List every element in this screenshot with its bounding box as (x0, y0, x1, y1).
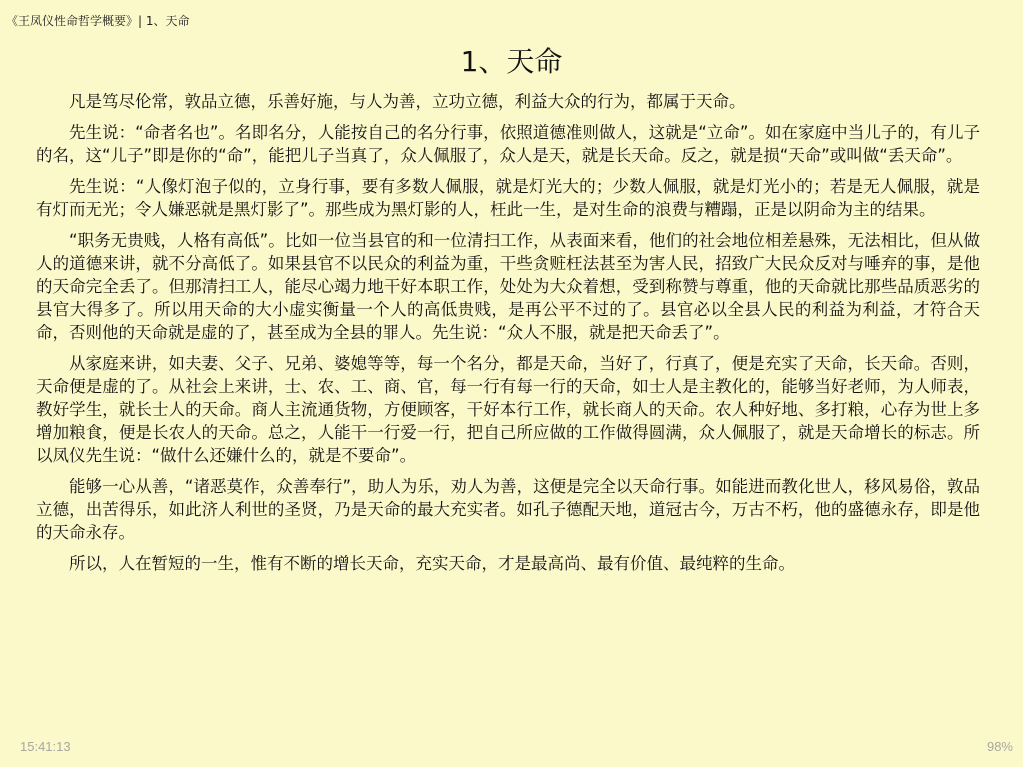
paragraph: 从家庭来讲，如夫妻、父子、兄弟、婆媳等等，每一个名分，都是天命，当好了，行真了，便是充实了天命，长天命。否则，天命便是虚的了。从社会上来讲，士、农、工、商、官，每一行有每一行的天命，如士人是主教化的，能够当好老师，为人师表，教好学生，就长士人的天命。商人主流通货物，方便顾客，干好本行工作，就长商人的天命。农人种好地、多打粮，心存为世上多增加粮食，便是长农人的天命。总之，人能干一行爱一行，把自己所应做的工作做得圆满，众人佩服了，就是天命增长的标志。所以凤仪先生说：“做什么还嫌什么的，就是不要命”。 (36, 354, 980, 465)
paragraph: 先生说：“人像灯泡子似的，立身行事，要有多数人佩服，就是灯光大的；少数人佩服，就是灯光小的；若是无人佩服，就是有灯而无光；令人嫌恶就是黑灯影了”。那些成为黑灯影的人，枉此一生，是对生命的浪费与糟蹋，正是以阴命为主的结果。 (36, 177, 980, 219)
paragraph: 凡是笃尽伦常，敦品立德，乐善好施，与人为善，立功立德，利益大众的行为，都属于天命。 (69, 92, 746, 111)
clock-time: 15:41:13 (20, 739, 71, 754)
reading-progress: 98% (986, 739, 1013, 754)
reading-content[interactable] (36, 90, 980, 583)
running-header: 《王凤仪性命哲学概要》| 1、天命 (6, 14, 190, 28)
paragraph: “职务无贵贱，人格有高低”。比如一位当县官的和一位清扫工作，从表面来看，他们的社会地位相差悬殊，无法相比，但从做人的道德来讲，就不分高低了。如果县官不以民众的利益为重，干些贪赃枉法甚至为害人民，招致广大民众反对与唾弃的事，是他的天命完全丢了。但那清扫工人，能尽心竭力地干好本职工作，处处为大众着想，受到称赞与尊重，他的天命就比那些品质恶劣的县官大得多了。所以用天命的大小虚实衡量一个人的高低贵贱，是再公平不过的了。县官必以全县人民的利益为利益，才符合天命，否则他的天命就是虚的了，甚至成为全县的罪人。先生说：“众人不服，就是把天命丢了”。 (36, 231, 980, 342)
chapter-title: 1、天命 (460, 45, 563, 78)
paragraph: 先生说：“命者名也”。名即名分，人能按自己的名分行事，依照道德准则做人，这就是“立命”。如在家庭中当儿子的，有儿子的名，这“儿子”即是你的“命”，能把儿子当真了，众人佩服了，众人是天，就是长天命。反之，就是损“天命”或叫做“丢天命”。 (36, 123, 980, 165)
paragraph: 所以，人在暂短的一生，惟有不断的增长天命，充实天命，才是最高尚、最有价值、最纯粹的生命。 (69, 554, 795, 573)
paragraph: 能够一心从善，“诸恶莫作，众善奉行”，助人为乐，劝人为善，这便是完全以天命行事。如能进而教化世人，移风易俗，敦品立德，出苦得乐，如此济人利世的圣贤，乃是天命的最大充实者。如孔子德配天地，道冠古今，万古不朽，他的盛德永存，即是他的天命永存。 (36, 477, 980, 542)
